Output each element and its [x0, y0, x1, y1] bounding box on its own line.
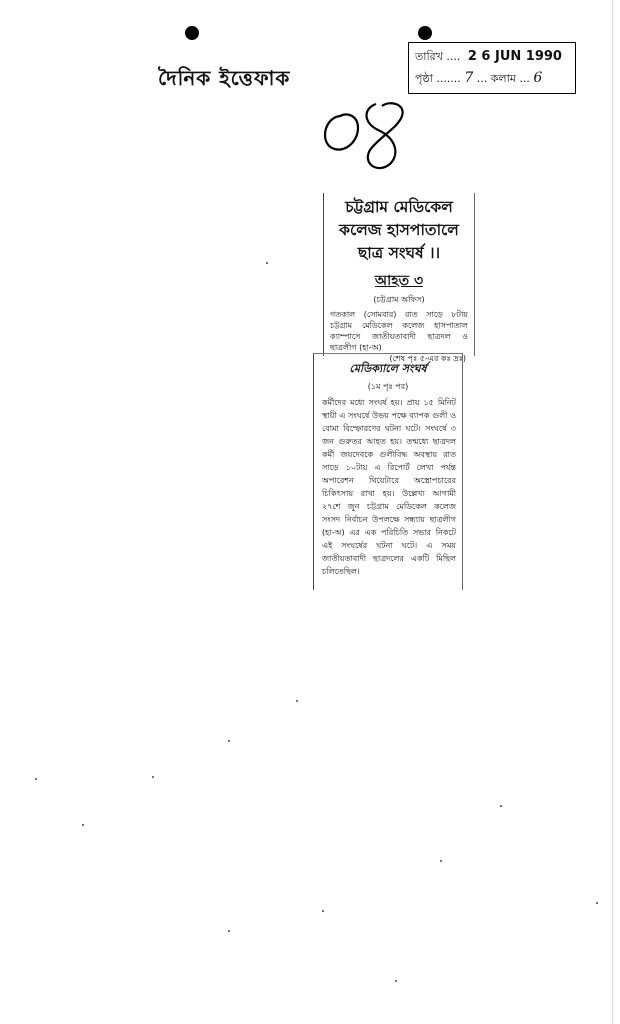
scan-speck [500, 805, 502, 807]
stamp-page-label: পৃষ্ঠা [415, 72, 433, 85]
scan-speck [322, 910, 324, 912]
news-clipping [323, 193, 475, 363]
scan-speck [266, 262, 268, 264]
punch-hole-left [185, 26, 199, 40]
news-clipping-continuation [313, 353, 463, 590]
handwritten-number [318, 98, 418, 176]
article-continued-note: (শেষ পৃঃ ৫-এর কঃ দ্রঃ) [389, 354, 466, 363]
scan-speck [82, 824, 84, 826]
stamp-page-value: 7 [464, 70, 474, 86]
page-edge [612, 0, 613, 1024]
archive-stamp: তারিখ .... 2 6 JUN 1990 পৃষ্ঠা ....... 7 ... কলাম ... 6 [408, 42, 576, 94]
continuation-title: মেডিক্যালে সংঘর্ষ [349, 362, 427, 375]
scan-speck [596, 902, 598, 904]
stamp-date-value: 2 6 JUN 1990 [467, 49, 562, 64]
stamp-column-label: কলাম [490, 72, 516, 85]
scan-speck [228, 930, 230, 932]
article-headline [324, 193, 474, 265]
continuation-body: কর্মীদের মধ্যে সংঘর্ষ হয়। প্রায় ১৫ মিনিট স্থায়ী এ সংঘর্ষে উভয় পক্ষে ব্যাপক গুলী ও বোমা বিস্ফোরণের ঘটনা ঘটে। সংঘর্ষে ৩ জন গুরুতর আহত হয়। তন্মধ্যে ছাত্রদল কর্মী জয়দেবকে গুলীবিদ্ধ অবস্থায় রাত সাড়ে ১০টায় এ রিপোর্ট লেখা পর্যন্ত অপারেশন থিয়েটারে অস্ত্রোপচারের চিকিৎসায় রাখা হয়। উল্লেখ্য আগামী ২৭শে জুন চট্টগ্রাম মেডিকেল কলেজ সংসদ নির্বাচন উপলক্ষে সন্ধ্যায় ছাত্রলীগ (হা-অ) এর এক পরিচিতি সভার নিকটে এই সংঘর্ষের ঘটনা ঘটে। এ সময় জাতীয়তাবাদী ছাত্রদলের একটি মিছিল চলিতেছিল। [322, 398, 456, 576]
article-office: (চট্টগ্রাম অফিস) [373, 295, 425, 304]
scan-speck [296, 700, 298, 702]
scan-speck [35, 778, 37, 780]
headline-line: ছাত্র সংঘর্ষ ।। [357, 244, 441, 262]
scan-speck [152, 776, 154, 778]
newspaper-masthead: দৈনিক ইত্তেফাক [158, 66, 291, 90]
headline-line: চট্টগ্রাম মেডিকেল [345, 198, 453, 216]
article-subhead: আহত ৩ [374, 273, 424, 289]
scan-speck [440, 860, 442, 862]
article-body: গতকাল (সোমবার) রাত সাড়ে ৮টায় চট্টগ্রাম মেডিকেল কলেজ হাসপাতাল ক্যাম্পাসে জাতীয়তাবাদী ছাত্রদল ও ছাত্রলীগ (হা-অ) [330, 310, 468, 352]
headline-line: কলেজ হাসপাতালে [339, 221, 459, 239]
punch-hole-right [418, 26, 432, 40]
scan-speck [228, 740, 230, 742]
continuation-from: (১ম পৃঃ পর) [367, 382, 409, 391]
stamp-date-label: তারিখ [415, 50, 443, 63]
scan-speck [395, 980, 397, 982]
stamp-column-value: 6 [533, 70, 543, 86]
